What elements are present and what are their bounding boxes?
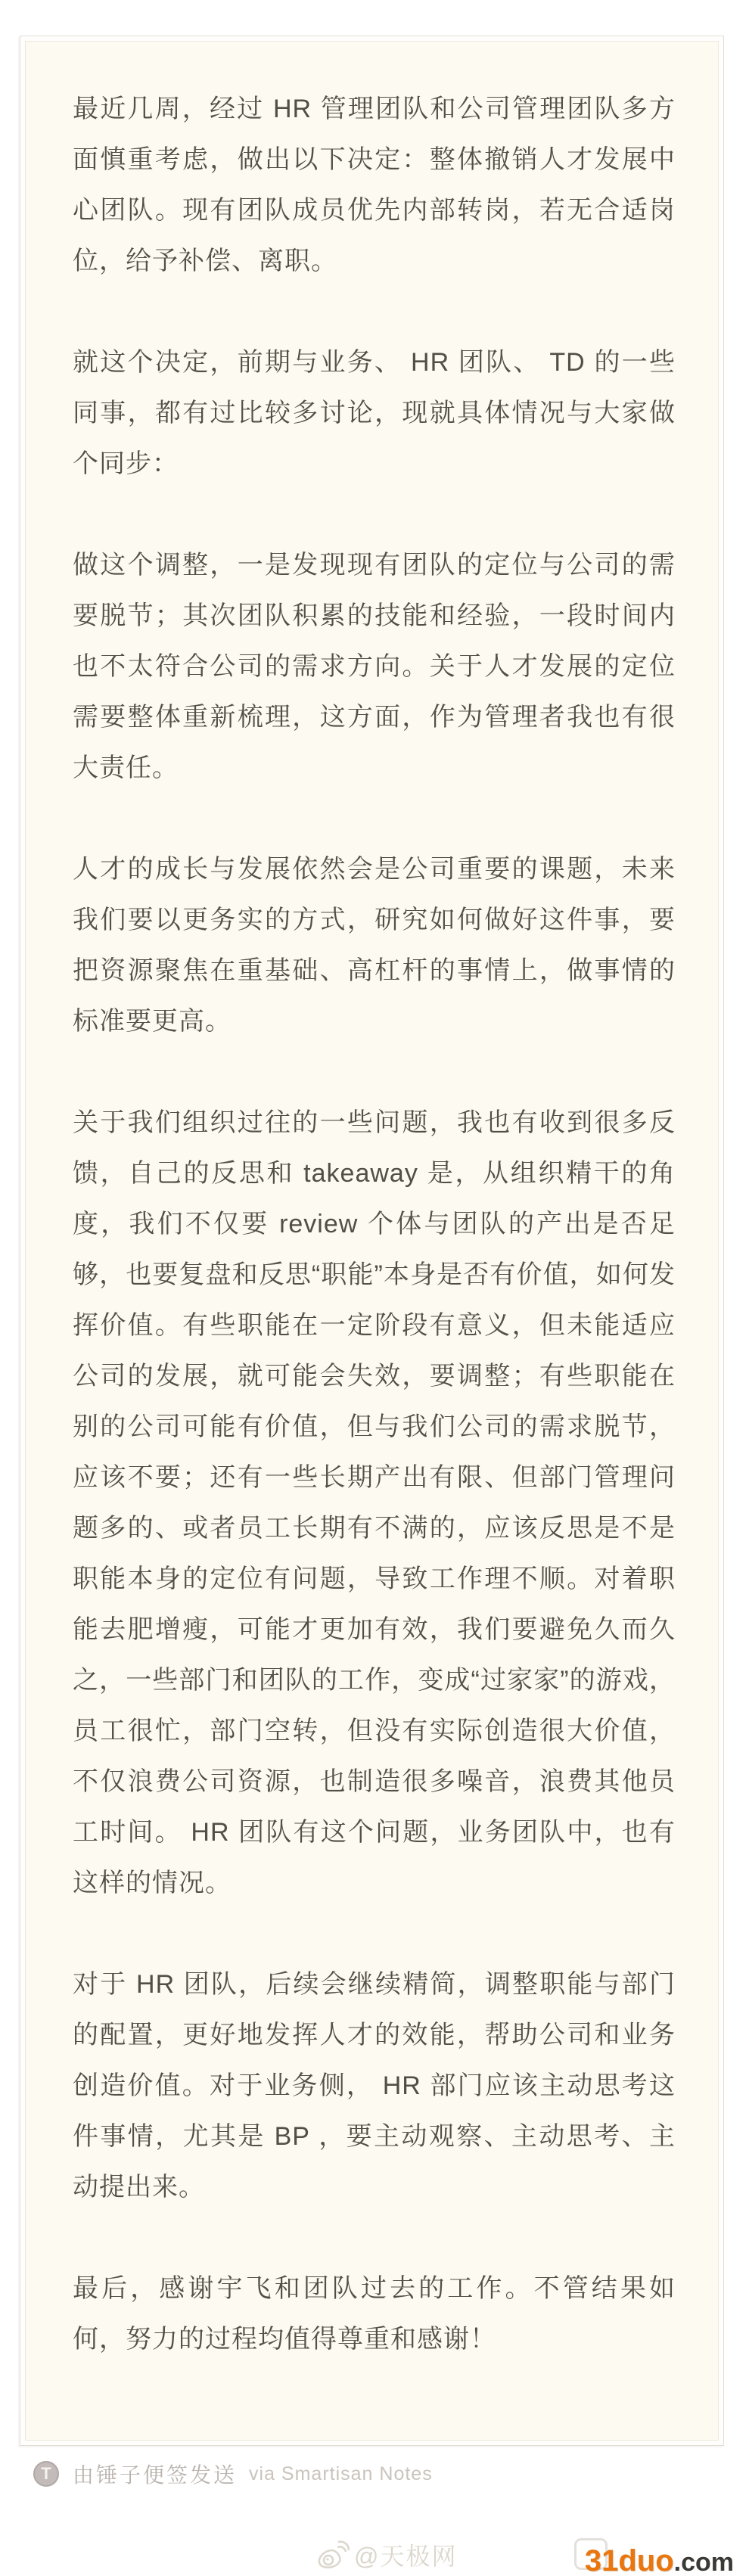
sent-via-label-en: via Smartisan Notes bbox=[249, 2463, 433, 2484]
site-watermark-tld: .com bbox=[673, 2548, 734, 2576]
site-watermark bbox=[585, 2544, 734, 2576]
smartisan-hammer-icon: T bbox=[33, 2461, 59, 2487]
note-paragraph: 最后，感谢宇飞和团队过去的工作。不管结果如何，努力的过程均值得尊重和感谢！ bbox=[73, 2274, 676, 2354]
note-card-paper bbox=[25, 41, 719, 2441]
smartisan-footer bbox=[33, 2459, 433, 2489]
note-body bbox=[26, 42, 718, 2365]
note-paragraph: 做这个调整，一是发现现有团队的定位与公司的需要脱节；其次团队积累的技能和经验，一段时间内也不太符合公司的需求方向。关于人才发展的定位需要整体重新梳理，这方面，作为管理者我也有很大责任。 bbox=[73, 551, 676, 782]
weibo-icon bbox=[316, 2540, 350, 2570]
note-paragraph: 对于 HR 团队，后续会继续精简，调整职能与部门的配置，更好地发挥人才的效能，帮助公司和业务创造价值。对于业务侧， HR 部门应该主动思考这件事情，尤其是 BP ，要主动观察、主动思考、主动提出来。 bbox=[73, 1970, 676, 2202]
note-paragraph: 最近几周，经过 HR 管理团队和公司管理团队多方面慎重考虑，做出以下决定：整体撤销人才发展中心团队。现有团队成员优先内部转岗，若无合适岗位，给予补偿、离职。 bbox=[73, 95, 676, 275]
weibo-handle: @天极网 bbox=[354, 2543, 458, 2570]
sent-via-label-zh: 由锤子便签发送 bbox=[73, 2463, 238, 2487]
note-card bbox=[20, 36, 724, 2446]
note-paragraph: 关于我们组织过往的一些问题，我也有收到很多反馈，自己的反思和 takeaway 是，从组织精干的角度，我们不仅要 review 个体与团队的产出是否足够，也要复盘和反思“职能”本身是否有价值，如何发挥价值。有些职能在一定阶段有意义，但未能适应公司的发展，就可能会失效，要调整；有些职能在别的公司可能有价值，但与我们公司的需求脱节，应该不要；还有一些长期产出有限、但部门管理问题多的、或者员工长期有不满的，应该反思是不是职能本身的定位有问题，导致工作理不顺。对着职能去肥增瘦，可能才更加有效，我们要避免久而久之，一些部门和团队的工作，变成“过家家”的游戏，员工很忙，部门空转，但没有实际创造很大价值，不仅浪费公司资源，也制造很多噪音，浪费其他员工时间。 HR 团队有这个问题，业务团队中，也有这样的情况。 bbox=[73, 1108, 676, 1897]
weibo-watermark bbox=[316, 2537, 458, 2572]
note-paragraph: 就这个决定，前期与业务、 HR 团队、 TD 的一些同事，都有过比较多讨论，现就具体情况与大家做个同步： bbox=[73, 348, 676, 478]
site-watermark-name: 31duo bbox=[584, 2544, 674, 2576]
note-paragraph: 人才的成长与发展依然会是公司重要的课题，未来我们要以更务实的方式，研究如何做好这件事，要把资源聚焦在重基础、高杠杆的事情上，做事情的标准要更高。 bbox=[73, 855, 676, 1036]
